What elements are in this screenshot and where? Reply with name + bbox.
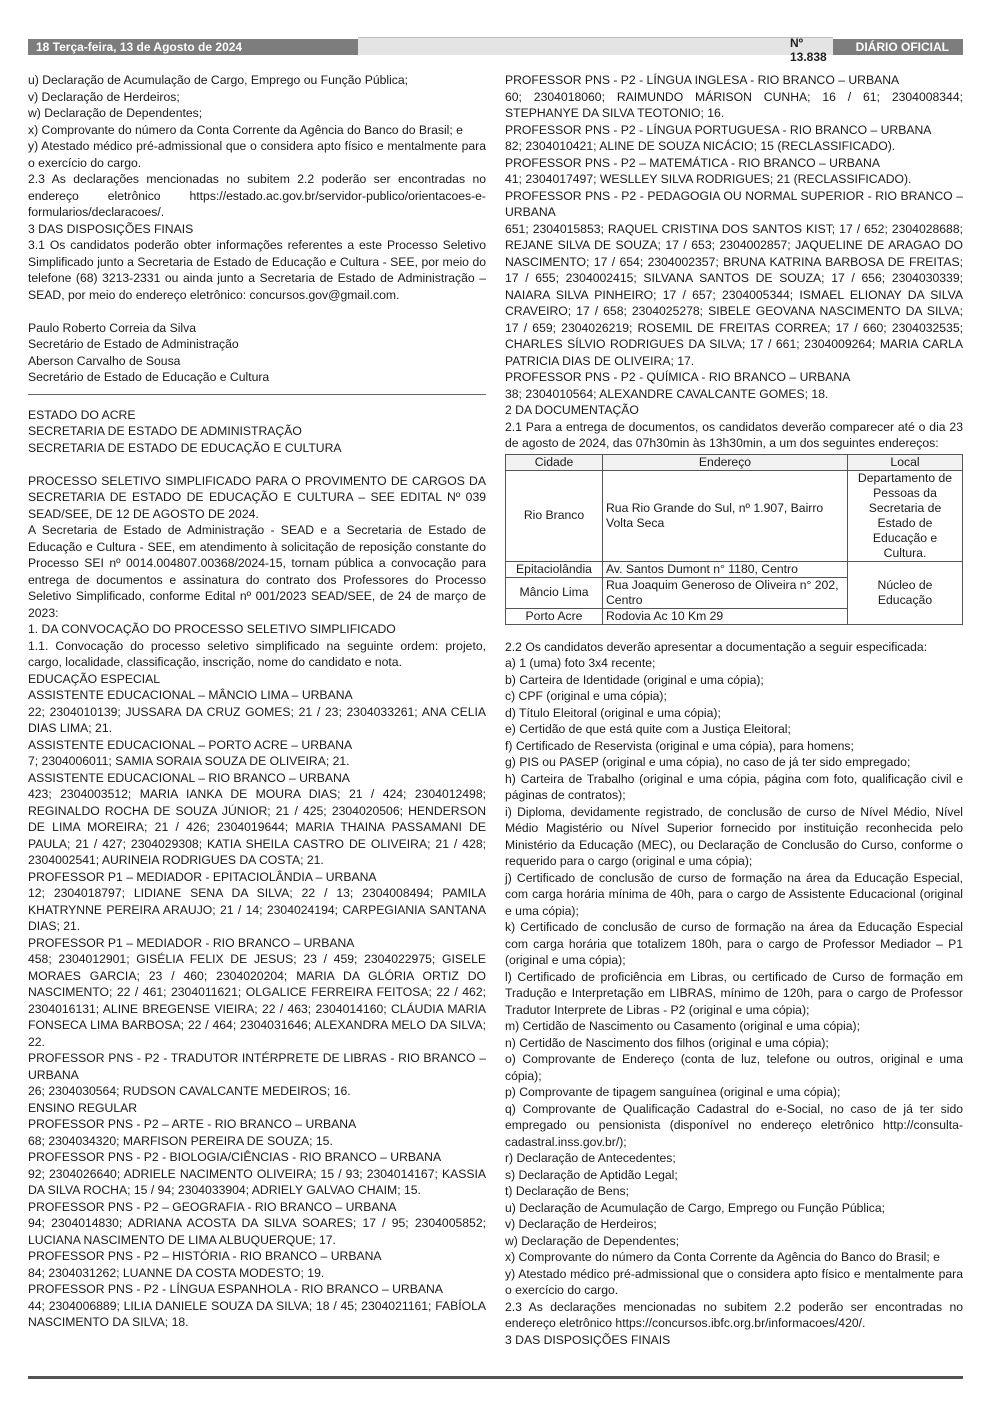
category-heading: ENSINO REGULAR [28, 1100, 138, 1115]
list-item: t) Declaração de Bens; [505, 1184, 629, 1198]
role-heading: PROFESSOR PNS - P2 - LÍNGUA ESPANHOLA - RIO BRANCO – URBANA [28, 1282, 443, 1296]
text-line: w) Declaração de Dependentes; [28, 106, 203, 120]
role-heading: PROFESSOR PNS - P2 – HISTÓRIA - RIO BRANCO – URBANA [28, 1249, 382, 1263]
column-header: Endereço [603, 454, 848, 470]
candidate-list: 60; 2304018060; RAIMUNDO MÁRISON CUNHA; 16 / 61; 2304008344; STEPHANYE DA SILVA TEOTONIO; 16. [505, 89, 963, 120]
edition-number: Nº 13.838 [790, 36, 827, 64]
list-item: q) Comprovante de Qualificação Cadastral do e-Social, no caso de já ter sido empregado ou pensionista (disponível no endereço eletrônico http://consulta-cadastral.inss.gov.br/); [505, 1101, 963, 1149]
header-band [358, 36, 833, 64]
bottom-rule [28, 1376, 963, 1379]
list-item: a) 1 (uma) foto 3x4 recente; [505, 656, 656, 670]
candidate-list: 7; 2304006011; SAMIA SORAIA SOUZA DE OLIVEIRA; 21. [28, 754, 350, 768]
text-line: 2.2 Os candidatos deverão apresentar a documentação a seguir especificada: [505, 639, 928, 654]
address-cell: Av. Santos Dumont n° 1180, Centro [603, 561, 848, 577]
list-item: g) PIS ou PASEP (original e uma cópia), no caso de já ter sido empregado; [505, 755, 911, 769]
place-cell: Departamento de Pessoas da Secretaria de Estado de Educação e Cultura. [848, 470, 963, 561]
org-line: ESTADO DO ACRE [28, 407, 136, 422]
role-heading: ASSISTENTE EDUCACIONAL – MÂNCIO LIMA – URBANA [28, 688, 353, 702]
list-item: b) Carteira de Identidade (original e uma cópia); [505, 672, 764, 687]
role-heading: PROFESSOR P1 – MEDIADOR - RIO BRANCO – URBANA [28, 935, 355, 950]
text-line: 1.1. Convocação do processo seletivo simplificado na seguinte ordem: projeto, cargo, localidade, classificação, inscrição, nome do candidato e nota. [28, 638, 486, 669]
list-item: w) Declaração de Dependentes; [505, 1233, 680, 1248]
signature-name: Paulo Roberto Correia da Silva [28, 320, 197, 335]
list-item: c) CPF (original e uma cópia); [505, 689, 667, 703]
list-item: f) Certificado de Reservista (original e uma cópia), para homens; [505, 738, 854, 753]
role-heading: PROFESSOR PNS - P2 - PEDAGOGIA OU NORMAL SUPERIOR - RIO BRANCO – URBANA [505, 188, 963, 219]
role-heading: PROFESSOR PNS - P2 - QUÍMICA - RIO BRANCO – URBANA [505, 370, 851, 384]
candidate-list: 84; 2304031262; LUANNE DA COSTA MODESTO; 19. [28, 1265, 325, 1280]
city-cell: Epitaciolândia [506, 561, 603, 577]
section-heading: 3 DAS DISPOSIÇÕES FINAIS [28, 221, 194, 236]
city-cell: Porto Acre [506, 608, 603, 624]
section-heading: 3 DAS DISPOSIÇÕES FINAIS [505, 1332, 671, 1347]
text-line: y) Atestado médico pré-admissional que o considera apto físico e mentalmente para o exercício do cargo. [28, 139, 486, 170]
org-line: SECRETARIA DE ESTADO DE ADMINISTRAÇÃO [28, 424, 302, 438]
candidate-list: 68; 2304034320; MARFISON PEREIRA DE SOUZA; 15. [28, 1133, 333, 1148]
address-cell: Rua Joaquim Generoso de Oliveira n° 202, Centro [603, 577, 848, 608]
role-heading: PROFESSOR PNS - P2 - LÍNGUA PORTUGUESA - RIO BRANCO – URBANA [505, 122, 932, 137]
role-heading: PROFESSOR PNS - P2 - LÍNGUA INGLESA - RIO BRANCO – URBANA [505, 73, 900, 87]
text-line: v) Declaração de Herdeiros; [28, 89, 180, 104]
list-item: e) Certidão de que está quite com a Justiça Eleitoral; [505, 722, 791, 736]
role-heading: PROFESSOR P1 – MEDIADOR - EPITACIOLÂNDIA – URBANA [28, 869, 377, 884]
candidate-list: 651; 2304015853; RAQUEL CRISTINA DOS SANTOS KIST; 17 / 652; 2304028688; REJANE SILVA DE SOUZA; 17 / 653; 2304002857; JAQUELINE DE ARAGAO DO NASCIMENTO; 17 / 654; 2304002357; BRUNA KATRINA BARBOSA DE FREITAS; 17 / 655; 2304002415; SILVANA SANTOS DE SOUZA; 17 / 656; 2304030339; NAIARA SILVA PINHEIRO; 17 / 657; 2304005344; ISMAEL ELIONAY DA SILVA CRAVEIRO; 17 / 658; 2304025278; SIBELE GEOVANA NASCIMENTO DA SILVA; 17 / 659; 2304026219; ROSEMIL DE FREITAS CORREA; 17 / 660; 2304032535; CHARLES SÍLVIO RODRIGUES DA SILVA; 17 / 661; 2304009264; MARIA CARLA PATRICIA DIAS DE OLIVEIRA; 17. [505, 221, 963, 368]
list-item: d) Título Eleitoral (original e uma cópia); [505, 705, 721, 720]
candidate-list: 26; 2304030564; RUDSON CAVALCANTE MEDEIROS; 16. [28, 1084, 351, 1098]
role-heading: ASSISTENTE EDUCACIONAL – PORTO ACRE – URBANA [28, 737, 353, 752]
candidate-list: 38; 2304010564; ALEXANDRE CAVALCANTE GOMES; 18. [505, 386, 829, 401]
signature-name: Aberson Carvalho de Sousa [28, 353, 181, 368]
address-cell: Rodovia Ac 10 Km 29 [603, 608, 848, 624]
page-date: 18 Terça-feira, 13 de Agosto de 2024 [28, 39, 358, 55]
role-heading: PROFESSOR PNS - P2 - TRADUTOR INTÉRPRETE DE LIBRAS - RIO BRANCO – URBANA [28, 1051, 486, 1082]
paper-name: DIÁRIO OFICIAL [833, 39, 963, 55]
candidate-list: 22; 2304010139; JUSSARA DA CRUZ GOMES; 21 / 23; 2304033261; ANA CELIA DIAS LIMA; 21. [28, 704, 486, 735]
address-cell: Rua Rio Grande do Sul, nº 1.907, Bairro Volta Seca [603, 470, 848, 561]
candidate-list: 458; 2304012901; GISÉLIA FELIX DE JESUS; 23 / 459; 2304022975; GISELE MORAES GARCIA; 23 / 460; 2304020204; MARIA DA GLÓRIA ORTIZ DO NASCIMENTO; 22 / 461; 2304011621; OLGALICE FERREIRA FEITOSA; 22 / 462; 2304016131; ALINE BREGENSE VIEIRA; 22 / 463; 2304014160; CLÁUDIA MARIA FONSECA LIMA BARBOSA; 22 / 464; 2304031646; ALEXANDRA MELO DA SILVA; 22. [28, 952, 486, 1049]
text-line: 3.1 Os candidatos poderão obter informações referentes a este Processo Seletivo Simplificado junto a Secretaria de Estado de Educação e Cultura - SEE, por meio do telefone (68) 3213-2331 ou ainda junto a Secretaria de Estado de Administração – SEAD, por meio do endereço eletrônico: concursos.gov@gmail.com. [28, 238, 486, 302]
table-header-row [506, 454, 963, 470]
role-heading: PROFESSOR PNS - P2 – GEOGRAFIA - RIO BRANCO – URBANA [28, 1199, 397, 1214]
list-item: j) Certificado de conclusão de curso de formação na área da Educação Especial, com carga horária mínima de 40h, para o cargo de Assistente Educacional (original e uma cópia); [505, 870, 963, 918]
list-item: y) Atestado médico pré-admissional que o considera apto físico e mentalmente para o exercício do cargo. [505, 1266, 963, 1297]
list-item: s) Declaração de Aptidão Legal; [505, 1167, 678, 1182]
address-table [505, 454, 963, 625]
list-item: i) Diploma, devidamente registrado, de conclusão de curso de Nível Médio, Nível Médio Magistério ou Nível Superior fornecido por instituição reconhecida pelo Ministério da Educação (MEC), ou Declaração de Conclusão do Curso, conforme o requerido para o cargo (original e uma cópia); [505, 804, 963, 868]
role-heading: PROFESSOR PNS - P2 – ARTE - RIO BRANCO – URBANA [28, 1117, 357, 1131]
text-line: u) Declaração de Acumulação de Cargo, Emprego ou Função Pública; [28, 73, 409, 87]
list-item: l) Certificado de proficiência em Libras, ou certificado de Curso de formação em Tradução e Interpretação em LIBRAS, mínimo de 120h, para o cargo de Professor Tradutor Interprete de Libras - P2 (original e uma cópia); [505, 969, 963, 1017]
column-header: Local [848, 454, 963, 470]
candidate-list: 44; 2304006889; LILIA DANIELE SOUZA DA SILVA; 18 / 45; 2304021161; FABÍOLA NASCIMENTO DA SILVA; 18. [28, 1298, 486, 1329]
list-item: k) Certificado de conclusão de curso de formação na área da Educação Especial com carga horária que totalizem 180h, para o cargo de Professor Mediador – P1 (original e uma cópia); [505, 920, 963, 967]
list-item: r) Declaração de Antecedentes; [505, 1151, 676, 1165]
table-row [506, 470, 963, 561]
section-heading: 1. DA CONVOCAÇÃO DO PROCESSO SELETIVO SIMPLIFICADO [28, 622, 396, 636]
role-heading: PROFESSOR PNS - P2 - BIOLOGIA/CIÊNCIAS - RIO BRANCO – URBANA [28, 1150, 442, 1164]
page-header [28, 36, 963, 64]
candidate-list: 41; 2304017497; WESLLEY SILVA RODRIGUES; 21 (RECLASSIFICADO). [505, 172, 912, 186]
table-row [506, 561, 963, 577]
left-column [28, 72, 486, 1331]
list-item: m) Certidão de Nascimento ou Casamento (original e uma cópia); [505, 1019, 860, 1033]
text-line: 2.3 As declarações mencionadas no subitem 2.2 poderão ser encontradas no endereço eletrônico https://concursos.ibfc.org.br/informacoes/420/. [505, 1299, 963, 1330]
category-heading: EDUCAÇÃO ESPECIAL [28, 671, 161, 686]
city-cell: Mâncio Lima [506, 577, 603, 608]
candidate-list: 12; 2304018797; LIDIANE SENA DA SILVA; 22 / 13; 2304008494; PAMILA KHATRYNNE PEREIRA ARAUJO; 21 / 14; 2304024194; CARPEGIANIA SANTANA DIAS; 21. [28, 886, 486, 933]
section-heading: 2 DA DOCUMENTAÇÃO [505, 403, 639, 417]
list-item: u) Declaração de Acumulação de Cargo, Emprego ou Função Pública; [505, 1200, 886, 1215]
candidate-list: 423; 2304003512; MARIA IANKA DE MOURA DIAS; 21 / 424; 2304012498; REGINALDO ROCHA DE SOUZA JÚNIOR; 21 / 425; 2304020506; HENDERSON DE LIMA MOREIRA; 21 / 426; 2304019644; MARIA THAINA PASSAMANI DE PAULA; 21 / 427; 2304029308; KATIA SHEILA CASTRO DE OLIVEIRA; 21 / 428; 2304002541; AURINEIA RODRIGUES DA COSTA; 21. [28, 787, 486, 867]
list-item: o) Comprovante de Endereço (conta de luz, telefone ou outros, original e uma cópia); [505, 1052, 963, 1083]
right-column [505, 72, 963, 1348]
role-heading: PROFESSOR PNS - P2 – MATEMÁTICA - RIO BRANCO – URBANA [505, 155, 880, 170]
role-heading: ASSISTENTE EDUCACIONAL – RIO BRANCO – URBANA [28, 770, 350, 785]
candidate-list: 92; 2304026640; ADRIELE NACIMENTO OLIVEIRA; 15 / 93; 2304014167; KASSIA DA SILVA ROCHA; 15 / 94; 2304033904; ADRIELY GALVAO CHAIM; 15. [28, 1166, 486, 1197]
list-item: p) Comprovante de tipagem sanguínea (original e uma cópia); [505, 1085, 841, 1099]
list-item: n) Certidão de Nascimento dos filhos (original e uma cópia); [505, 1035, 829, 1050]
text-line: 2.3 As declarações mencionadas no subitem 2.2 poderão ser encontradas no endereço eletrônico https://estado.ac.gov.br/servidor-publico/orientacoes-e-formularios/declaracoes/. [28, 172, 486, 219]
column-header: Cidade [506, 454, 603, 470]
candidate-list: 82; 2304010421; ALINE DE SOUZA NICÁCIO; 15 (RECLASSIFICADO). [505, 139, 896, 153]
org-line: SECRETARIA DE ESTADO DE EDUCAÇÃO E CULTURA [28, 440, 342, 455]
text-line: 2.1 Para a entrega de documentos, os candidatos deverão comparecer até o dia 23 de agosto de 2024, das 07h30min às 13h30min, a um dos seguintes endereços: [505, 419, 963, 450]
list-item: v) Declaração de Herdeiros; [505, 1217, 657, 1231]
candidate-list: 94; 2304014830; ADRIANA ACOSTA DA SILVA SOARES; 17 / 95; 2304005852; LUCIANA NASCIMENTO DE LIMA ALBUQUERQUE; 17. [28, 1216, 486, 1247]
section-divider [28, 394, 486, 395]
signature-title: Secretário de Estado de Educação e Cultura [28, 370, 270, 384]
text-line: x) Comprovante do número da Conta Corrente da Agência do Banco do Brasil; e [28, 122, 463, 137]
list-item: x) Comprovante do número da Conta Corrente da Agência do Banco do Brasil; e [505, 1250, 940, 1264]
list-item: h) Carteira de Trabalho (original e uma cópia, página com foto, qualificação civil e páginas de contratos); [505, 771, 963, 802]
signature-title: Secretário de Estado de Administração [28, 337, 239, 351]
city-cell: Rio Branco [506, 470, 603, 561]
text-line: A Secretaria de Estado de Administração - SEAD e a Secretaria de Estado de Educação e Cultura - SEE, em atendimento à solicitação de reposição constante do Processo SEI nº 0014.004807.00368/2024-15, tornam pública a convocação para entrega de documentos e assinatura do contrato dos Professores do Processo Seletivo Simplificado, conforme Edital nº 001/2023 SEAD/SEE, de 24 de março de 2023: [28, 523, 486, 620]
place-cell: Núcleo de Educação [848, 561, 963, 624]
edital-title: PROCESSO SELETIVO SIMPLIFICADO PARA O PROVIMENTO DE CARGOS DA SECRETARIA DE ESTADO DE EDUCAÇÃO E CULTURA – SEE EDITAL Nº 039 SEAD/SEE, DE 12 DE AGOSTO DE 2024. [28, 473, 486, 521]
